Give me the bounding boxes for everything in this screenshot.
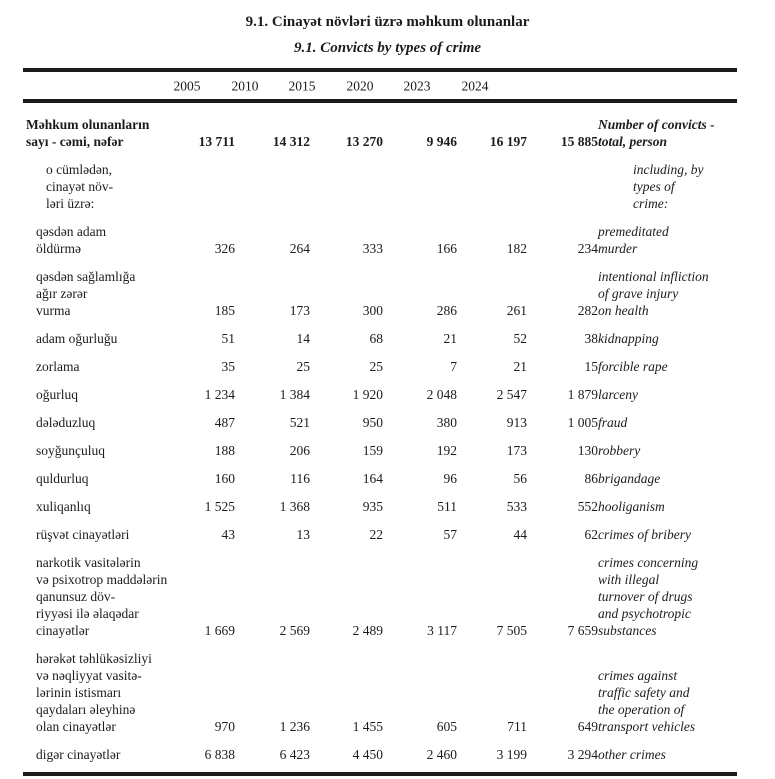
value-cell-year-2010: 13 xyxy=(296,527,310,542)
value-cell-year-2005: 13 711 xyxy=(198,134,235,149)
row-label-english xyxy=(598,639,737,735)
value-cell-year-2010: 173 xyxy=(289,303,310,318)
row-label-en-line: Number of convicts - xyxy=(598,117,715,132)
row-label-azerbaijani xyxy=(23,459,175,487)
row-label-en-line: kidnapping xyxy=(598,331,659,346)
row-label-en-line: forcible rape xyxy=(598,359,668,374)
row-label-en-line: murder xyxy=(598,241,638,256)
row-label-en-line: fraud xyxy=(598,415,628,430)
row-label-azerbaijani xyxy=(23,347,175,375)
value-cell-year-2005: 185 xyxy=(214,303,235,318)
row-label-english xyxy=(598,403,737,431)
year-header-2023: 2023 xyxy=(403,78,431,93)
row-label-en-line: including, by xyxy=(633,162,704,177)
row-label-en-line: crimes of bribery xyxy=(598,527,691,542)
value-cell-year-2005: 326 xyxy=(214,241,235,256)
row-label-az-line: zorlama xyxy=(36,359,80,374)
row-label-en-line: crime: xyxy=(633,196,669,211)
value-cell-year-2024 xyxy=(527,150,598,212)
row-label-az-line: lərinin istismarı xyxy=(36,685,122,700)
row-label-en-line: total, person xyxy=(598,134,668,149)
table-title-english: 9.1. Convicts by types of crime xyxy=(293,40,482,56)
row-label-az-line: soyğunçuluq xyxy=(36,443,105,458)
value-cell-year-2020 xyxy=(383,150,457,212)
row-label-az-line: qəsdən adam xyxy=(36,224,107,239)
value-cell-year-2023 xyxy=(457,150,527,212)
value-cell-year-2020: 3 117 xyxy=(427,623,457,638)
row-label-en-line: of grave injury xyxy=(598,286,679,301)
value-cell-year-2005: 487 xyxy=(214,415,235,430)
value-cell-year-2024: 15 xyxy=(584,359,598,374)
value-cell-year-2020: 57 xyxy=(443,527,457,542)
row-label-azerbaijani xyxy=(23,375,175,403)
table-row xyxy=(23,403,737,431)
value-cell-year-2010: 14 xyxy=(296,331,310,346)
row-label-en-line: and psychotropic xyxy=(598,606,691,621)
value-cell-year-2015: 1 920 xyxy=(352,387,383,402)
value-cell-year-2023: 711 xyxy=(507,719,527,734)
value-cell-year-2020: 511 xyxy=(437,499,457,514)
value-cell-year-2024: 38 xyxy=(584,331,598,346)
value-cell-year-2023: 52 xyxy=(513,331,527,346)
table-row xyxy=(23,257,737,319)
value-cell-year-2024: 282 xyxy=(577,303,598,318)
value-cell-year-2023: 3 199 xyxy=(496,747,527,762)
row-label-az-line: və nəqliyyat vasitə- xyxy=(36,668,142,683)
row-label-english xyxy=(598,103,737,150)
row-label-english xyxy=(598,257,737,319)
row-label-azerbaijani xyxy=(23,212,175,257)
row-label-en-line: crimes against xyxy=(598,668,678,683)
table-row xyxy=(23,543,737,639)
value-cell-year-2024: 1 879 xyxy=(567,387,598,402)
row-label-az-line: rüşvət cinayətləri xyxy=(36,527,130,542)
row-label-az-line: vurma xyxy=(36,303,71,318)
row-label-en-line: larceny xyxy=(598,387,638,402)
row-label-en-line: types of xyxy=(633,179,675,194)
value-cell-year-2024: 649 xyxy=(577,719,598,734)
row-label-en-line: on health xyxy=(598,303,649,318)
year-header-row xyxy=(0,72,775,99)
row-label-az-line: Məhkum olunanların xyxy=(26,117,150,132)
row-label-az-line: ağır zərər xyxy=(36,286,88,301)
value-cell-year-2005: 188 xyxy=(214,443,235,458)
value-cell-year-2015: 1 455 xyxy=(352,719,383,734)
table-row xyxy=(23,319,737,347)
value-cell-year-2015: 4 450 xyxy=(352,747,383,762)
value-cell-year-2010: 264 xyxy=(289,241,310,256)
value-cell-year-2015: 950 xyxy=(362,415,383,430)
value-cell-year-2020: 380 xyxy=(436,415,457,430)
value-cell-year-2010: 25 xyxy=(296,359,310,374)
value-cell-year-2015: 68 xyxy=(369,331,383,346)
row-label-english xyxy=(598,459,737,487)
value-cell-year-2010: 116 xyxy=(290,471,310,486)
value-cell-year-2015: 935 xyxy=(362,499,383,514)
row-label-az-line: sayı - cəmi, nəfər xyxy=(26,134,124,149)
row-label-en-line: substances xyxy=(598,623,657,638)
value-cell-year-2024: 7 659 xyxy=(567,623,598,638)
value-cell-year-2010: 1 236 xyxy=(279,719,310,734)
value-cell-year-2024: 86 xyxy=(584,471,598,486)
value-cell-year-2015: 25 xyxy=(369,359,383,374)
table-row xyxy=(23,487,737,515)
row-label-english xyxy=(598,347,737,375)
row-label-azerbaijani xyxy=(23,257,175,319)
value-cell-year-2010: 14 312 xyxy=(272,134,310,149)
row-label-en-line: intentional infliction xyxy=(598,269,709,284)
row-label-azerbaijani xyxy=(23,639,175,735)
row-label-azerbaijani xyxy=(23,487,175,515)
row-label-azerbaijani xyxy=(23,515,175,543)
value-cell-year-2024: 3 294 xyxy=(567,747,598,762)
value-cell-year-2005 xyxy=(175,150,235,212)
row-label-az-line: xuliqanlıq xyxy=(36,499,91,514)
value-cell-year-2020: 7 xyxy=(450,359,457,374)
row-label-az-line: və psixotrop maddələrin xyxy=(36,572,168,587)
row-label-azerbaijani xyxy=(23,735,175,763)
row-label-en-line: with illegal xyxy=(598,572,660,587)
row-label-english xyxy=(598,375,737,403)
row-label-english xyxy=(598,543,737,639)
row-label-az-line: o cümlədən, xyxy=(46,162,112,177)
value-cell-year-2024: 15 885 xyxy=(560,134,598,149)
row-label-azerbaijani xyxy=(23,543,175,639)
value-cell-year-2023: 261 xyxy=(506,303,527,318)
value-cell-year-2015 xyxy=(310,150,383,212)
value-cell-year-2023: 182 xyxy=(506,241,527,256)
row-label-az-line: hərəkət təhlükəsizliyi xyxy=(36,651,152,666)
row-label-english xyxy=(598,319,737,347)
row-label-az-line: qanunsuz döv- xyxy=(36,589,116,604)
row-label-az-line: narkotik vasitələrin xyxy=(36,555,141,570)
row-label-english xyxy=(598,515,737,543)
row-label-english xyxy=(598,150,737,212)
value-cell-year-2024: 1 005 xyxy=(567,415,598,430)
row-label-az-line: riyyəsi ilə əlaqədar xyxy=(36,606,139,621)
value-cell-year-2010: 1 384 xyxy=(279,387,310,402)
row-label-english xyxy=(598,735,737,763)
value-cell-year-2005: 1 669 xyxy=(204,623,235,638)
year-header-2024: 2024 xyxy=(461,78,489,93)
table-row xyxy=(23,375,737,403)
value-cell-year-2015: 159 xyxy=(362,443,383,458)
row-label-az-line: oğurluq xyxy=(36,387,78,402)
value-cell-year-2005: 51 xyxy=(221,331,235,346)
row-label-en-line: premeditated xyxy=(598,224,669,239)
value-cell-year-2020: 2 048 xyxy=(426,387,457,402)
table-row xyxy=(23,431,737,459)
value-cell-year-2005: 35 xyxy=(221,359,235,374)
value-cell-year-2015: 22 xyxy=(369,527,383,542)
row-label-en-line: traffic safety and xyxy=(598,685,690,700)
value-cell-year-2024: 552 xyxy=(577,499,598,514)
value-cell-year-2010: 2 569 xyxy=(279,623,310,638)
table-row xyxy=(23,459,737,487)
value-cell-year-2005: 6 838 xyxy=(204,747,235,762)
row-label-az-line: cinayət növ- xyxy=(46,179,114,194)
value-cell-year-2015: 164 xyxy=(362,471,383,486)
value-cell-year-2005: 43 xyxy=(221,527,235,542)
value-cell-year-2024: 130 xyxy=(577,443,598,458)
row-label-english xyxy=(598,487,737,515)
row-label-en-line: other crimes xyxy=(598,747,666,762)
row-label-en-line: crimes concerning xyxy=(598,555,699,570)
row-label-az-line: qaydaları əleyhinə xyxy=(36,702,136,717)
value-cell-year-2023: 56 xyxy=(513,471,527,486)
row-label-azerbaijani xyxy=(23,150,175,212)
value-cell-year-2024: 62 xyxy=(584,527,598,542)
row-label-en-line: transport vehicles xyxy=(598,719,696,734)
year-header-2015: 2015 xyxy=(288,78,316,93)
value-cell-year-2023: 16 197 xyxy=(489,134,527,149)
value-cell-year-2005: 160 xyxy=(214,471,235,486)
value-cell-year-2005: 1 234 xyxy=(204,387,235,402)
value-cell-year-2020: 605 xyxy=(436,719,457,734)
value-cell-year-2005: 1 525 xyxy=(204,499,235,514)
value-cell-year-2020: 166 xyxy=(436,241,457,256)
value-cell-year-2020: 21 xyxy=(443,331,457,346)
value-cell-year-2015: 300 xyxy=(362,303,383,318)
row-label-en-line: robbery xyxy=(598,443,641,458)
value-cell-year-2023: 173 xyxy=(506,443,527,458)
value-cell-year-2010: 521 xyxy=(289,415,310,430)
row-label-az-line: olan cinayətlər xyxy=(36,719,116,734)
table-row xyxy=(23,150,737,212)
value-cell-year-2010: 1 368 xyxy=(279,499,310,514)
row-label-en-line: hooliganism xyxy=(598,499,665,514)
convicts-by-crime-table xyxy=(23,103,737,763)
row-label-azerbaijani xyxy=(23,319,175,347)
row-label-az-line: quldurluq xyxy=(36,471,89,486)
value-cell-year-2010: 206 xyxy=(289,443,310,458)
value-cell-year-2020: 9 946 xyxy=(426,134,457,149)
row-label-en-line: turnover of drugs xyxy=(598,589,693,604)
row-label-az-line: qəsdən sağlamlığa xyxy=(36,269,136,284)
row-label-az-line: adam oğurluğu xyxy=(36,331,118,346)
crime-table-body xyxy=(23,103,737,763)
table-row xyxy=(23,639,737,735)
row-label-english xyxy=(598,212,737,257)
row-label-azerbaijani xyxy=(23,431,175,459)
row-label-en-line: the operation of xyxy=(598,702,685,717)
value-cell-year-2023: 2 547 xyxy=(496,387,527,402)
row-label-en-line: brigandage xyxy=(598,471,661,486)
table-row xyxy=(23,515,737,543)
bottom-rule xyxy=(23,772,737,776)
table-row xyxy=(23,212,737,257)
row-label-az-line: cinayətlər xyxy=(36,623,90,638)
row-label-english xyxy=(598,431,737,459)
value-cell-year-2023: 7 505 xyxy=(496,623,527,638)
year-header-2005: 2005 xyxy=(173,78,201,93)
table-row xyxy=(23,103,737,150)
value-cell-year-2020: 192 xyxy=(436,443,457,458)
table-row xyxy=(23,347,737,375)
value-cell-year-2015: 13 270 xyxy=(345,134,383,149)
value-cell-year-2020: 2 460 xyxy=(426,747,457,762)
table-row xyxy=(23,735,737,763)
year-header-2010: 2010 xyxy=(231,78,259,93)
row-label-az-line: öldürmə xyxy=(36,241,81,256)
value-cell-year-2005: 970 xyxy=(214,719,235,734)
row-label-azerbaijani xyxy=(23,103,175,150)
value-cell-year-2010: 6 423 xyxy=(279,747,310,762)
year-header-2020: 2020 xyxy=(346,78,374,93)
row-label-az-line: ləri üzrə: xyxy=(46,196,95,211)
row-label-az-line: dələduzluq xyxy=(36,415,96,430)
row-label-azerbaijani xyxy=(23,403,175,431)
table-title-azerbaijani: 9.1. Cinayət növləri üzrə məhkum olunanlar xyxy=(245,14,530,30)
value-cell-year-2020: 286 xyxy=(436,303,457,318)
value-cell-year-2023: 533 xyxy=(506,499,527,514)
value-cell-year-2015: 2 489 xyxy=(352,623,383,638)
value-cell-year-2020: 96 xyxy=(443,471,457,486)
value-cell-year-2010 xyxy=(235,150,310,212)
row-label-az-line: digər cinayətlər xyxy=(36,747,121,762)
value-cell-year-2023: 913 xyxy=(506,415,527,430)
value-cell-year-2024: 234 xyxy=(577,241,598,256)
value-cell-year-2015: 333 xyxy=(362,241,383,256)
value-cell-year-2023: 44 xyxy=(513,527,527,542)
value-cell-year-2023: 21 xyxy=(513,359,527,374)
